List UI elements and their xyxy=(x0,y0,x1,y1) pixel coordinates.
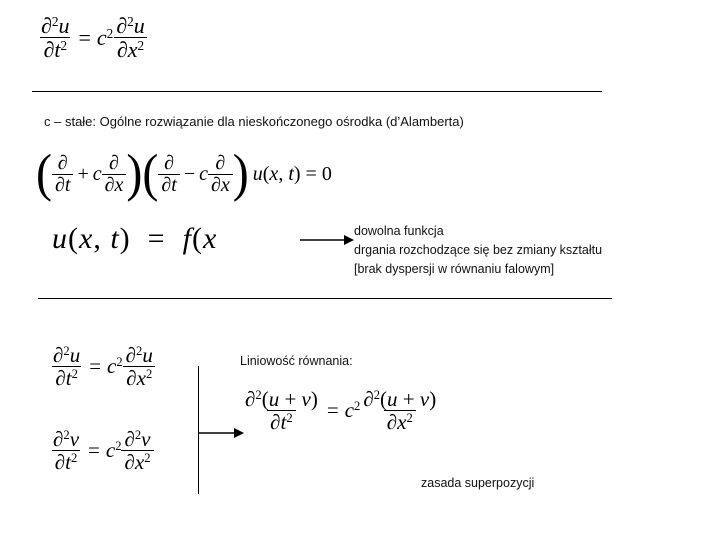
arrow-right-icon-2 xyxy=(198,425,244,441)
annotation-line-3: [brak dyspersji w równaniu falowym] xyxy=(354,262,555,276)
general-solution: u(x, t) = f(x xyxy=(52,222,218,255)
linearity-label: Liniowość równania: xyxy=(240,354,353,368)
divider-middle xyxy=(38,298,612,299)
annotation-line-1: dowolna funkcja xyxy=(354,224,444,238)
annotation xyxy=(354,222,602,279)
annotation-line-2: drgania rozchodzące się bez zmiany kształtu xyxy=(354,243,603,257)
wave-equation-top: $\frac{\partial^2u}{\partial t^2}$ = $c^2$ $\frac{\partial^2u}{\partial x^2}$ xyxy=(38,14,148,61)
wave-equation-u: $\frac{\partial^2u}{\partial t^2}$ = $c^2$ $\frac{\partial^2u}{\partial x^2}$ xyxy=(50,344,156,389)
sum-equation: $\frac{\partial^2(u + v)}{\partial t^2}$ = $c^2$ $\frac{\partial^2(u + v)}{\partial x^2}$ xyxy=(245,387,437,435)
operator-equation: ( $\frac{\partial}{\partial t}$ + c $\frac{\partial}{\partial x}$ ) ( $\frac{\partial}{\partial t}$ − c $\frac{\partial}{\partial x}$ ) u(x, t) = 0 xyxy=(36,144,332,203)
note-c: c – stałe: Ogólne rozwiązanie dla nieskończonego ośrodka (d’Alamberta) xyxy=(44,114,464,129)
divider-top xyxy=(32,91,602,92)
wave-equation-v: $\frac{\partial^2v}{\partial t^2}$ = $c^2$ $\frac{\partial^2v}{\partial x^2}$ xyxy=(50,428,154,473)
superposition-label: zasada superpozycji xyxy=(421,476,535,490)
arrow-right-icon xyxy=(298,232,354,248)
